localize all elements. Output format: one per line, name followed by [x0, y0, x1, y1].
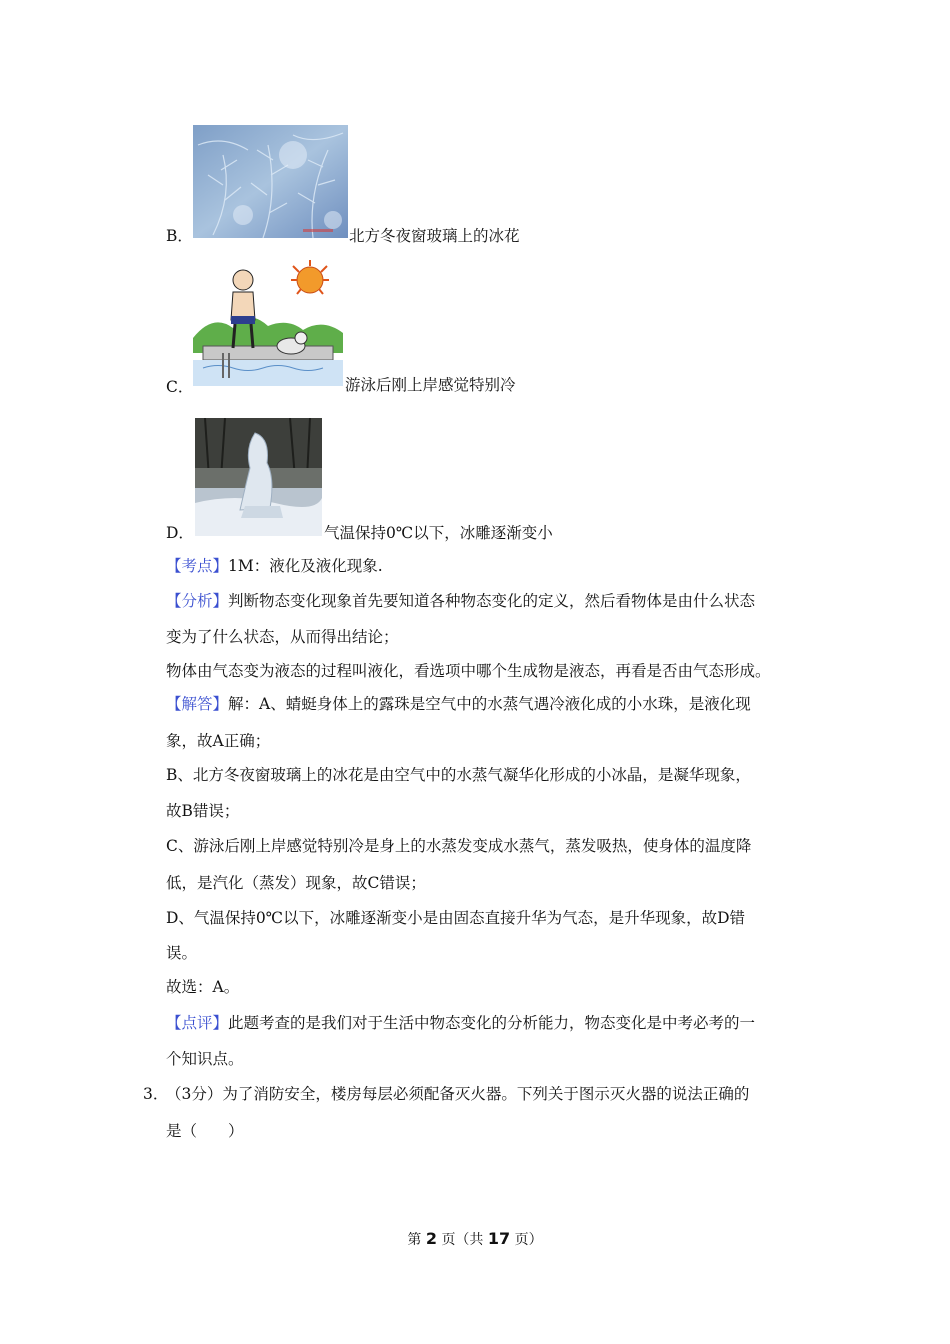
fenxi-line-1 [166, 591, 755, 611]
footer-mid: 页（共 [441, 1232, 484, 1248]
jieda-tag: 【解答】 [166, 695, 229, 713]
kaodian-text: 1M：液化及液化现象. [228, 557, 383, 575]
fenxi-text-1: 判断物态变化现象首先要知道各种物态变化的定义，然后看物体是由什么状态 [228, 592, 756, 610]
dianping-line-2: 个知识点。 [166, 1050, 244, 1068]
frost-on-window-image [193, 125, 348, 238]
jieda-line-3: B、北方冬夜窗玻璃上的冰花是由空气中的水蒸气凝华化形成的小冰晶，是凝华现象， [166, 766, 751, 784]
jieda-line-8: 误。 [166, 944, 198, 962]
fenxi-line-3: 物体由气态变为液态的过程叫液化，看选项中哪个生成物是液态，再看是否由气态形成。 [166, 662, 771, 680]
fenxi-line-2: 变为了什么状态，从而得出结论； [166, 628, 399, 646]
option-b-caption: 北方冬夜窗玻璃上的冰花 [349, 227, 520, 245]
page-footer [0, 1229, 950, 1249]
footer-suffix: 页） [514, 1232, 543, 1248]
question-3-line-1: （3分）为了消防安全，楼房每层必须配备灭火器。下列关于图示灭火器的说法正确的 [166, 1085, 750, 1103]
jieda-line-7: D、气温保持0℃以下，冰雕逐渐变小是由固态直接升华为气态，是升华现象，故D错 [166, 909, 746, 927]
footer-prefix: 第 [407, 1232, 422, 1248]
question-3-number: 3． [143, 1085, 169, 1103]
ice-sculpture-image [195, 418, 322, 536]
jieda-line-5: C、游泳后刚上岸感觉特别冷是身上的水蒸发变成水蒸气，蒸发吸热，使身体的温度降 [166, 837, 752, 855]
dianping-text-1: 此题考查的是我们对于生活中物态变化的分析能力，物态变化是中考必考的一 [228, 1014, 756, 1032]
kaodian-tag: 【考点】 [166, 557, 229, 575]
dianping-line-1 [166, 1013, 755, 1033]
jieda-line-1 [166, 694, 751, 714]
option-d-label: D． [166, 524, 194, 542]
jieda-line-2: 象，故A正确； [166, 732, 271, 750]
option-b-label: B． [166, 227, 193, 245]
option-c-caption: 游泳后刚上岸感觉特别冷 [345, 376, 516, 394]
jieda-line-9: 故选：A。 [166, 978, 240, 996]
jieda-line-6: 低，是汽化（蒸发）现象，故C错误； [166, 874, 426, 892]
fenxi-tag: 【分析】 [166, 592, 229, 610]
question-3-line-2: 是（ ） [166, 1122, 244, 1140]
option-d-caption: 气温保持0℃以下，冰雕逐渐变小 [324, 524, 553, 542]
jieda-text-1: 解：A、蜻蜓身体上的露珠是空气中的水蒸气遇冷液化成的小水珠，是液化现 [228, 695, 751, 713]
option-c-label: C． [166, 378, 194, 396]
kaodian-line [166, 556, 383, 576]
dianping-tag: 【点评】 [166, 1014, 229, 1032]
jieda-line-4: 故B错误； [166, 802, 240, 820]
swimmer-cartoon-image [193, 258, 343, 386]
footer-page-number: 2 [425, 1229, 437, 1248]
footer-total-pages: 17 [487, 1229, 511, 1248]
